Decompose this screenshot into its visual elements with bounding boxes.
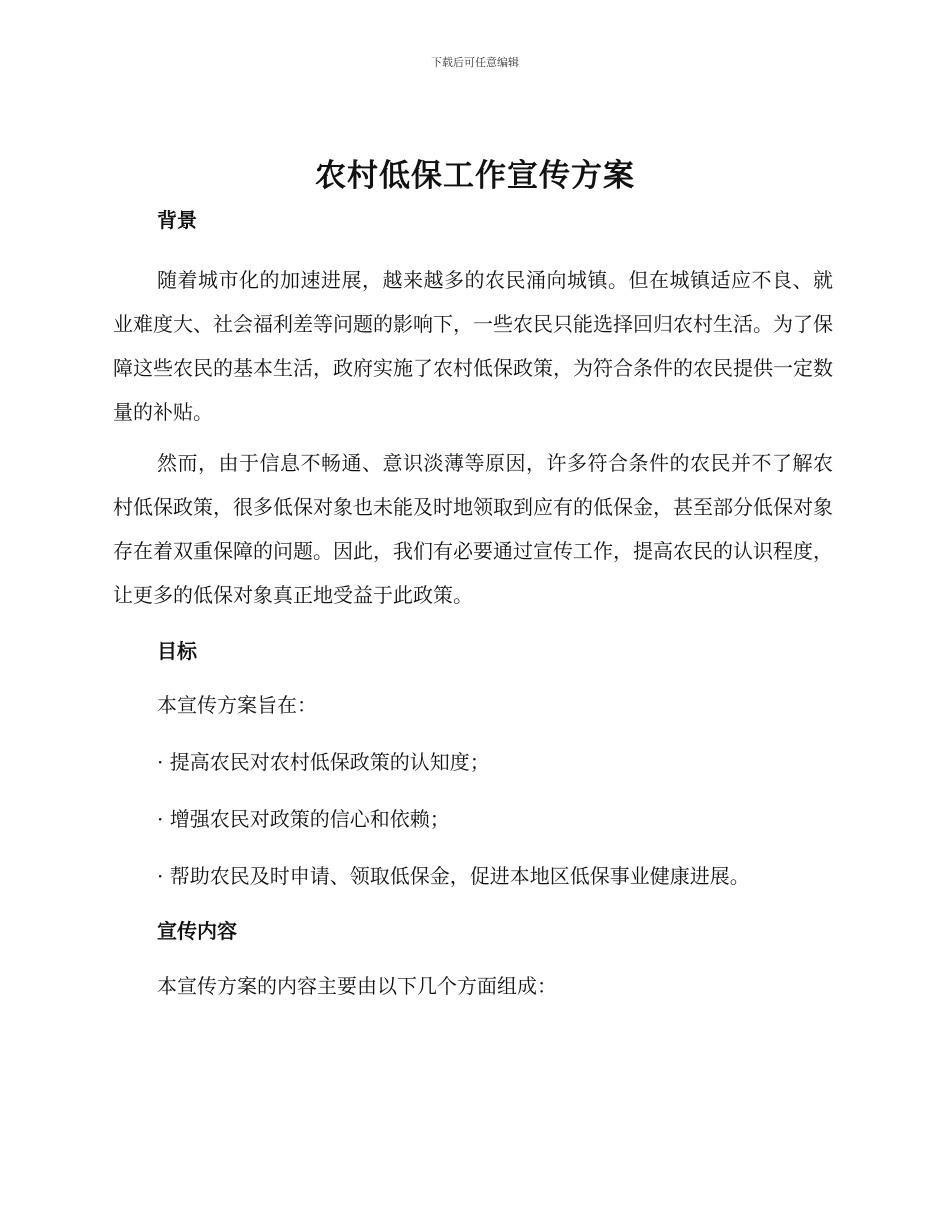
list-item: · 提高农民对农村低保政策的认知度； (157, 750, 490, 774)
section-background (113, 198, 833, 242)
paragraph: 随着城市化的加速进展，越来越多的农民涌向城镇。但在城镇适应不良、就业难度大、社会福利差等问题的影响下，一些农民只能选择回归农村生活。为了保障这些农民的基本生活，政府实施了农村低保政策，为符合条件的农民提供一定数量的补贴。 (113, 268, 833, 424)
header-note: 下载后可任意编辑 (431, 56, 519, 69)
goals-intro: 本宣传方案旨在： (157, 693, 317, 717)
section-heading-content: 宣传内容 (157, 919, 237, 943)
list-item: · 帮助农民及时申请、领取低保金，促进本地区低保事业健康进展。 (157, 864, 750, 888)
section-heading-background: 背景 (157, 208, 197, 232)
list-item: · 增强农民对政策的信心和依赖； (157, 807, 450, 831)
document-body (113, 198, 833, 1008)
content-intro: 本宣传方案的内容主要由以下几个方面组成： (157, 974, 557, 998)
section-heading-goals: 目标 (157, 639, 197, 663)
paragraph: 然而，由于信息不畅通、意识淡薄等原因，许多符合条件的农民并不了解农村低保政策，很多低保对象也未能及时地领取到应有的低保金，甚至部分低保对象存在着双重保障的问题。因此，我们有必要通过宣传工作，提高农民的认识程度，让更多的低保对象真正地受益于此政策。 (113, 451, 833, 607)
document-title: 农村低保工作宣传方案 (315, 158, 635, 194)
